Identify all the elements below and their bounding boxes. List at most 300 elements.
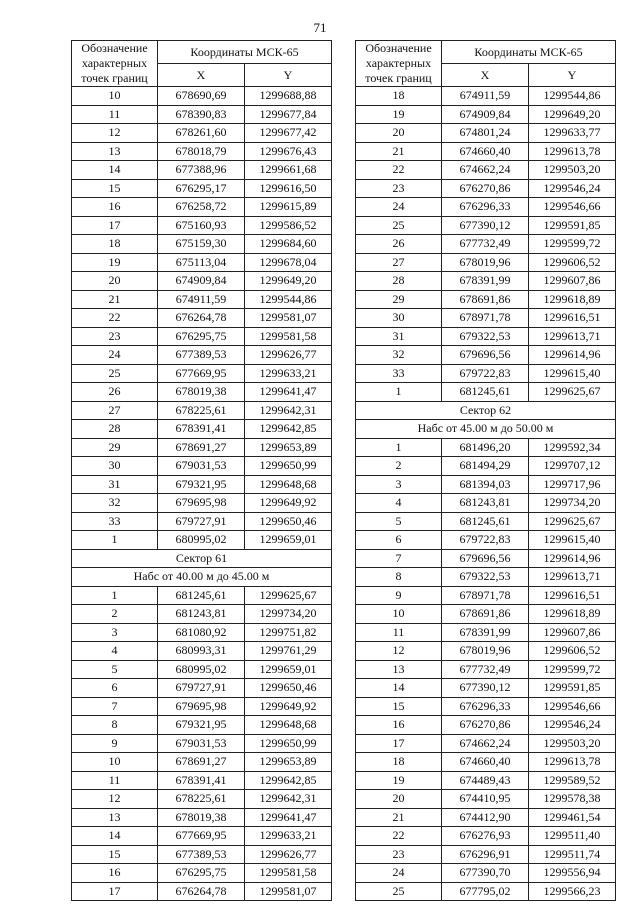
- header-y: Y: [245, 64, 332, 87]
- x-coordinate-cell: 676295,75: [158, 864, 245, 883]
- table-row: [356, 549, 616, 568]
- y-coordinate-cell: 1299642,31: [245, 401, 332, 420]
- y-coordinate-cell: 1299649,92: [245, 697, 332, 716]
- table-row: [72, 882, 332, 901]
- point-number-cell: 31: [356, 327, 442, 346]
- point-number-cell: 15: [72, 179, 158, 198]
- x-coordinate-cell: 676296,33: [442, 198, 529, 217]
- point-number-cell: 11: [356, 623, 442, 642]
- x-coordinate-cell: 674412,90: [442, 808, 529, 827]
- y-coordinate-cell: 1299751,82: [245, 623, 332, 642]
- x-coordinate-cell: 674911,59: [442, 87, 529, 106]
- x-coordinate-cell: 676264,78: [158, 309, 245, 328]
- y-coordinate-cell: 1299613,78: [529, 753, 616, 772]
- table-body-left: [72, 87, 332, 901]
- x-coordinate-cell: 678019,96: [442, 642, 529, 661]
- y-coordinate-cell: 1299688,88: [245, 87, 332, 106]
- y-coordinate-cell: 1299677,42: [245, 124, 332, 143]
- table-row: [72, 790, 332, 809]
- y-coordinate-cell: 1299544,86: [245, 290, 332, 309]
- y-coordinate-cell: 1299707,12: [529, 457, 616, 476]
- point-number-cell: 19: [356, 771, 442, 790]
- y-coordinate-cell: 1299556,94: [529, 864, 616, 883]
- y-coordinate-cell: 1299616,51: [529, 309, 616, 328]
- point-number-cell: 19: [72, 253, 158, 272]
- table-row: [72, 864, 332, 883]
- y-coordinate-cell: 1299581,07: [245, 882, 332, 901]
- table-row: [356, 457, 616, 476]
- section-row: [72, 549, 332, 568]
- table-row: [356, 494, 616, 513]
- point-number-cell: 21: [72, 290, 158, 309]
- x-coordinate-cell: 674662,24: [442, 734, 529, 753]
- y-coordinate-cell: 1299544,86: [529, 87, 616, 106]
- point-number-cell: 13: [72, 142, 158, 161]
- point-number-cell: 18: [356, 753, 442, 772]
- point-number-cell: 30: [72, 457, 158, 476]
- x-coordinate-cell: 674801,24: [442, 124, 529, 143]
- x-coordinate-cell: 679321,95: [158, 716, 245, 735]
- x-coordinate-cell: 678225,61: [158, 790, 245, 809]
- y-coordinate-cell: 1299650,99: [245, 457, 332, 476]
- table-row: [356, 512, 616, 531]
- y-coordinate-cell: 1299591,85: [529, 216, 616, 235]
- table-row: [356, 290, 616, 309]
- x-coordinate-cell: 678019,38: [158, 383, 245, 402]
- header-designation: Обозначение характерных точек границ: [72, 41, 158, 87]
- point-number-cell: 2: [356, 457, 442, 476]
- x-coordinate-cell: 677389,53: [158, 346, 245, 365]
- x-coordinate-cell: 681243,81: [442, 494, 529, 513]
- y-coordinate-cell: 1299461,54: [529, 808, 616, 827]
- table-row: [356, 142, 616, 161]
- x-coordinate-cell: 678390,83: [158, 105, 245, 124]
- x-coordinate-cell: 680995,02: [158, 660, 245, 679]
- x-coordinate-cell: 676270,86: [442, 716, 529, 735]
- point-number-cell: 33: [356, 364, 442, 383]
- y-coordinate-cell: 1299633,77: [529, 124, 616, 143]
- table-row: [72, 586, 332, 605]
- x-coordinate-cell: 678971,78: [442, 309, 529, 328]
- table-row: [356, 605, 616, 624]
- table-row: [72, 457, 332, 476]
- table-row: [356, 734, 616, 753]
- table-row: [356, 679, 616, 698]
- y-coordinate-cell: 1299678,04: [245, 253, 332, 272]
- y-coordinate-cell: 1299578,38: [529, 790, 616, 809]
- table-row: [72, 512, 332, 531]
- point-number-cell: 24: [72, 346, 158, 365]
- table-row: [72, 660, 332, 679]
- y-coordinate-cell: 1299650,46: [245, 512, 332, 531]
- point-number-cell: 28: [356, 272, 442, 291]
- y-coordinate-cell: 1299642,31: [245, 790, 332, 809]
- y-coordinate-cell: 1299625,67: [529, 512, 616, 531]
- x-coordinate-cell: 680995,02: [158, 531, 245, 550]
- point-number-cell: 15: [356, 697, 442, 716]
- table-row: [72, 364, 332, 383]
- table-row: [356, 716, 616, 735]
- table-row: [356, 623, 616, 642]
- point-number-cell: 14: [356, 679, 442, 698]
- x-coordinate-cell: 679322,53: [442, 327, 529, 346]
- y-coordinate-cell: 1299626,77: [245, 845, 332, 864]
- table-row: [356, 827, 616, 846]
- section-row: [356, 420, 616, 439]
- point-number-cell: 6: [356, 531, 442, 550]
- point-number-cell: 24: [356, 864, 442, 883]
- y-coordinate-cell: 1299581,58: [245, 327, 332, 346]
- point-number-cell: 33: [72, 512, 158, 531]
- table-row: [72, 845, 332, 864]
- table-row: [356, 253, 616, 272]
- x-coordinate-cell: 675160,93: [158, 216, 245, 235]
- x-coordinate-cell: 676276,93: [442, 827, 529, 846]
- x-coordinate-cell: 678391,99: [442, 623, 529, 642]
- x-coordinate-cell: 674489,43: [442, 771, 529, 790]
- table-row: [72, 198, 332, 217]
- x-coordinate-cell: 678391,41: [158, 771, 245, 790]
- y-coordinate-cell: 1299546,66: [529, 697, 616, 716]
- point-number-cell: 19: [356, 105, 442, 124]
- x-coordinate-cell: 678691,27: [158, 438, 245, 457]
- point-number-cell: 25: [356, 216, 442, 235]
- point-number-cell: 27: [72, 401, 158, 420]
- point-number-cell: 16: [72, 864, 158, 883]
- point-number-cell: 28: [72, 420, 158, 439]
- table-row: [72, 753, 332, 772]
- x-coordinate-cell: 679727,91: [158, 512, 245, 531]
- y-coordinate-cell: 1299642,85: [245, 771, 332, 790]
- point-number-cell: 10: [72, 87, 158, 106]
- y-coordinate-cell: 1299626,77: [245, 346, 332, 365]
- table-row: [72, 105, 332, 124]
- x-coordinate-cell: 679722,83: [442, 531, 529, 550]
- point-number-cell: 18: [72, 235, 158, 254]
- y-coordinate-cell: 1299649,20: [245, 272, 332, 291]
- y-coordinate-cell: 1299648,68: [245, 475, 332, 494]
- section-heading: Сектор 61: [72, 549, 332, 568]
- point-number-cell: 4: [356, 494, 442, 513]
- y-coordinate-cell: 1299633,21: [245, 827, 332, 846]
- point-number-cell: 7: [72, 697, 158, 716]
- x-coordinate-cell: 678690,69: [158, 87, 245, 106]
- header-y: Y: [529, 64, 616, 87]
- table-row: [72, 734, 332, 753]
- y-coordinate-cell: 1299677,84: [245, 105, 332, 124]
- table-row: [356, 87, 616, 106]
- header-x: X: [442, 64, 529, 87]
- point-number-cell: 22: [356, 161, 442, 180]
- table-row: [356, 327, 616, 346]
- x-coordinate-cell: 675159,30: [158, 235, 245, 254]
- y-coordinate-cell: 1299659,01: [245, 531, 332, 550]
- table-row: [72, 827, 332, 846]
- table-row: [356, 161, 616, 180]
- x-coordinate-cell: 677669,95: [158, 364, 245, 383]
- point-number-cell: 16: [72, 198, 158, 217]
- table-row: [72, 531, 332, 550]
- point-number-cell: 8: [72, 716, 158, 735]
- table-row: [72, 216, 332, 235]
- y-coordinate-cell: 1299734,20: [529, 494, 616, 513]
- y-coordinate-cell: 1299613,78: [529, 142, 616, 161]
- x-coordinate-cell: 675113,04: [158, 253, 245, 272]
- x-coordinate-cell: 674909,84: [442, 105, 529, 124]
- section-heading: Набс от 40.00 м до 45.00 м: [72, 568, 332, 587]
- x-coordinate-cell: 679031,53: [158, 734, 245, 753]
- table-row: [356, 882, 616, 901]
- table-row: [72, 87, 332, 106]
- x-coordinate-cell: 676295,75: [158, 327, 245, 346]
- table-row: [356, 568, 616, 587]
- x-coordinate-cell: 681245,61: [442, 512, 529, 531]
- point-number-cell: 1: [356, 383, 442, 402]
- point-number-cell: 32: [356, 346, 442, 365]
- y-coordinate-cell: 1299592,34: [529, 438, 616, 457]
- x-coordinate-cell: 676295,17: [158, 179, 245, 198]
- point-number-cell: 2: [72, 605, 158, 624]
- table-row: [72, 420, 332, 439]
- table-row: [356, 697, 616, 716]
- table-row: [72, 290, 332, 309]
- table-row: [356, 309, 616, 328]
- x-coordinate-cell: 681080,92: [158, 623, 245, 642]
- y-coordinate-cell: 1299503,20: [529, 161, 616, 180]
- y-coordinate-cell: 1299581,58: [245, 864, 332, 883]
- y-coordinate-cell: 1299684,60: [245, 235, 332, 254]
- x-coordinate-cell: 678019,96: [442, 253, 529, 272]
- point-number-cell: 5: [72, 660, 158, 679]
- table-row: [356, 235, 616, 254]
- table-row: [72, 383, 332, 402]
- table-row: [72, 716, 332, 735]
- point-number-cell: 1: [72, 531, 158, 550]
- table-row: [356, 753, 616, 772]
- table-row: [72, 142, 332, 161]
- table-row: [72, 679, 332, 698]
- point-number-cell: 23: [356, 179, 442, 198]
- x-coordinate-cell: 681245,61: [442, 383, 529, 402]
- y-coordinate-cell: 1299641,47: [245, 808, 332, 827]
- y-coordinate-cell: 1299546,66: [529, 198, 616, 217]
- x-coordinate-cell: 678691,86: [442, 290, 529, 309]
- y-coordinate-cell: 1299625,67: [529, 383, 616, 402]
- y-coordinate-cell: 1299633,21: [245, 364, 332, 383]
- point-number-cell: 13: [356, 660, 442, 679]
- page-number: 71: [313, 20, 327, 35]
- y-coordinate-cell: 1299615,40: [529, 364, 616, 383]
- x-coordinate-cell: 677732,49: [442, 660, 529, 679]
- point-number-cell: 17: [356, 734, 442, 753]
- point-number-cell: 5: [356, 512, 442, 531]
- y-coordinate-cell: 1299599,72: [529, 660, 616, 679]
- table-row: [356, 198, 616, 217]
- x-coordinate-cell: 681494,29: [442, 457, 529, 476]
- y-coordinate-cell: 1299642,85: [245, 420, 332, 439]
- x-coordinate-cell: 679722,83: [442, 364, 529, 383]
- point-number-cell: 13: [72, 808, 158, 827]
- point-number-cell: 21: [356, 808, 442, 827]
- point-number-cell: 24: [356, 198, 442, 217]
- point-number-cell: 16: [356, 716, 442, 735]
- header-x: X: [158, 64, 245, 87]
- x-coordinate-cell: 677390,70: [442, 864, 529, 883]
- point-number-cell: 10: [356, 605, 442, 624]
- x-coordinate-cell: 676296,91: [442, 845, 529, 864]
- y-coordinate-cell: 1299606,52: [529, 642, 616, 661]
- point-number-cell: 3: [356, 475, 442, 494]
- table-row: [72, 438, 332, 457]
- x-coordinate-cell: 674410,95: [442, 790, 529, 809]
- table-row: [72, 346, 332, 365]
- y-coordinate-cell: 1299618,89: [529, 605, 616, 624]
- table-body-right: [356, 87, 616, 901]
- table-row: [356, 475, 616, 494]
- y-coordinate-cell: 1299546,24: [529, 716, 616, 735]
- table-row: [356, 808, 616, 827]
- point-number-cell: 14: [72, 161, 158, 180]
- table-row: [72, 475, 332, 494]
- table-row: [72, 808, 332, 827]
- point-number-cell: 14: [72, 827, 158, 846]
- y-coordinate-cell: 1299649,92: [245, 494, 332, 513]
- table-row: [356, 586, 616, 605]
- table-row: [356, 179, 616, 198]
- table-row: [356, 790, 616, 809]
- x-coordinate-cell: 674909,84: [158, 272, 245, 291]
- point-number-cell: 17: [72, 216, 158, 235]
- x-coordinate-cell: 679321,95: [158, 475, 245, 494]
- point-number-cell: 26: [72, 383, 158, 402]
- point-number-cell: 29: [72, 438, 158, 457]
- section-heading: Набс от 45.00 м до 50.00 м: [356, 420, 616, 439]
- x-coordinate-cell: 674660,40: [442, 142, 529, 161]
- x-coordinate-cell: 678261,60: [158, 124, 245, 143]
- table-row: [356, 124, 616, 143]
- point-number-cell: 9: [72, 734, 158, 753]
- y-coordinate-cell: 1299653,89: [245, 753, 332, 772]
- y-coordinate-cell: 1299734,20: [245, 605, 332, 624]
- table-row: [72, 327, 332, 346]
- point-number-cell: 15: [72, 845, 158, 864]
- x-coordinate-cell: 679695,98: [158, 494, 245, 513]
- section-row: [72, 568, 332, 587]
- point-number-cell: 7: [356, 549, 442, 568]
- y-coordinate-cell: 1299606,52: [529, 253, 616, 272]
- point-number-cell: 23: [72, 327, 158, 346]
- table-row: [72, 272, 332, 291]
- section-heading: Сектор 62: [356, 401, 616, 420]
- y-coordinate-cell: 1299641,47: [245, 383, 332, 402]
- x-coordinate-cell: 677389,53: [158, 845, 245, 864]
- point-number-cell: 27: [356, 253, 442, 272]
- header-designation: Обозначение характерных точек границ: [356, 41, 442, 87]
- y-coordinate-cell: 1299648,68: [245, 716, 332, 735]
- coordinates-table-left: [71, 40, 332, 901]
- point-number-cell: 12: [72, 790, 158, 809]
- y-coordinate-cell: 1299607,86: [529, 272, 616, 291]
- y-coordinate-cell: 1299613,71: [529, 568, 616, 587]
- point-number-cell: 31: [72, 475, 158, 494]
- table-row: [72, 235, 332, 254]
- x-coordinate-cell: 677388,96: [158, 161, 245, 180]
- point-number-cell: 25: [356, 882, 442, 901]
- x-coordinate-cell: 679695,98: [158, 697, 245, 716]
- y-coordinate-cell: 1299653,89: [245, 438, 332, 457]
- x-coordinate-cell: 676270,86: [442, 179, 529, 198]
- y-coordinate-cell: 1299625,67: [245, 586, 332, 605]
- y-coordinate-cell: 1299661,68: [245, 161, 332, 180]
- x-coordinate-cell: 678391,99: [442, 272, 529, 291]
- y-coordinate-cell: 1299659,01: [245, 660, 332, 679]
- x-coordinate-cell: 674660,40: [442, 753, 529, 772]
- table-row: [356, 272, 616, 291]
- x-coordinate-cell: 678019,38: [158, 808, 245, 827]
- x-coordinate-cell: 676264,78: [158, 882, 245, 901]
- point-number-cell: 21: [356, 142, 442, 161]
- point-number-cell: 8: [356, 568, 442, 587]
- table-row: [356, 105, 616, 124]
- point-number-cell: 20: [72, 272, 158, 291]
- x-coordinate-cell: 679031,53: [158, 457, 245, 476]
- x-coordinate-cell: 679696,56: [442, 549, 529, 568]
- table-row: [356, 531, 616, 550]
- y-coordinate-cell: 1299650,46: [245, 679, 332, 698]
- y-coordinate-cell: 1299615,40: [529, 531, 616, 550]
- table-row: [356, 364, 616, 383]
- point-number-cell: 12: [356, 642, 442, 661]
- table-row: [356, 642, 616, 661]
- y-coordinate-cell: 1299676,43: [245, 142, 332, 161]
- table-row: [356, 864, 616, 883]
- x-coordinate-cell: 679696,56: [442, 346, 529, 365]
- point-number-cell: 11: [72, 771, 158, 790]
- point-number-cell: 4: [72, 642, 158, 661]
- x-coordinate-cell: 681245,61: [158, 586, 245, 605]
- point-number-cell: 30: [356, 309, 442, 328]
- point-number-cell: 25: [72, 364, 158, 383]
- y-coordinate-cell: 1299566,23: [529, 882, 616, 901]
- x-coordinate-cell: 678691,86: [442, 605, 529, 624]
- x-coordinate-cell: 674662,24: [442, 161, 529, 180]
- point-number-cell: 26: [356, 235, 442, 254]
- table-row: [72, 642, 332, 661]
- point-number-cell: 20: [356, 124, 442, 143]
- x-coordinate-cell: 676258,72: [158, 198, 245, 217]
- point-number-cell: 17: [72, 882, 158, 901]
- y-coordinate-cell: 1299546,24: [529, 179, 616, 198]
- table-row: [72, 161, 332, 180]
- point-number-cell: 22: [356, 827, 442, 846]
- header-coordinates: Координаты МСК-65: [158, 41, 332, 64]
- table-row: [72, 697, 332, 716]
- y-coordinate-cell: 1299615,89: [245, 198, 332, 217]
- table-row: [356, 216, 616, 235]
- point-number-cell: 1: [72, 586, 158, 605]
- table-row: [72, 401, 332, 420]
- x-coordinate-cell: 678018,79: [158, 142, 245, 161]
- x-coordinate-cell: 681496,20: [442, 438, 529, 457]
- table-row: [72, 124, 332, 143]
- table-row: [72, 605, 332, 624]
- y-coordinate-cell: 1299607,86: [529, 623, 616, 642]
- header-coordinates: Координаты МСК-65: [442, 41, 616, 64]
- table-row: [356, 845, 616, 864]
- table-row: [72, 179, 332, 198]
- point-number-cell: 1: [356, 438, 442, 457]
- point-number-cell: 6: [72, 679, 158, 698]
